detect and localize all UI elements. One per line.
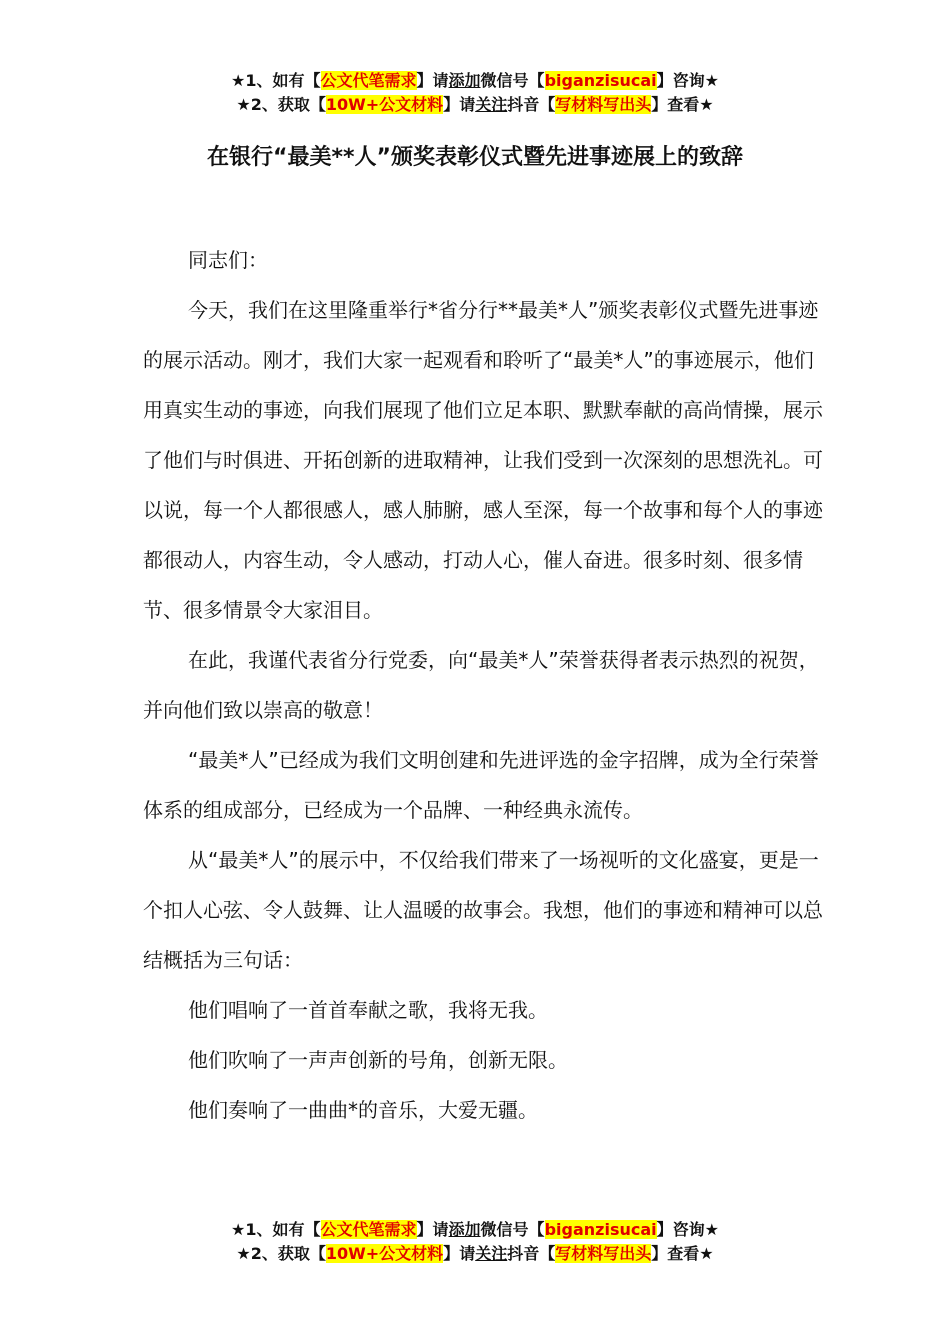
highlight-wechat-id: biganzisucai (544, 1220, 657, 1239)
banner-text: 】请 (416, 71, 449, 90)
paragraph: 今天，我们在这里隆重举行*省分行**最美*人”颁奖表彰仪式暨先进事迹的展示活动。刚才，我们大家一起观看和聆听了“最美*人”的事迹展示，他们用真实生动的事迹，向我们展现了他们立足本职、默默奉献的高尚情操，展示了他们与时俱进、开拓创新的进取精神，让我们受到一次深刻的思想洗礼。可以说，每一个人都很感人，感人肺腑，感人至深，每一个故事和每个人的事迹都很动人，内容生动，令人感动，打动人心，催人奋进。很多时刻、很多情节、很多情景令大家泪目。 (143, 298, 823, 622)
underlined-follow: 关注 (475, 1244, 508, 1263)
highlight-service: 公文代笔需求 (320, 71, 417, 90)
banner-text: 】查看★ (651, 1244, 714, 1263)
paragraph: 在此，我谨代表省分行党委，向“最美*人”荣誉获得者表示热烈的祝贺，并向他们致以崇高的敬意！ (143, 648, 819, 722)
paragraph: 他们唱响了一首首奉献之歌，我将无我。 (188, 998, 548, 1022)
banner-text: 微信号【 (480, 71, 545, 90)
paragraph: 从“最美*人”的展示中，不仅给我们带来了一场视听的文化盛宴，更是一个扣人心弦、令人鼓舞、让人温暖的故事会。我想，他们的事迹和精神可以总结概括为三句话： (143, 848, 823, 972)
underlined-add: 添加 (448, 71, 481, 90)
banner-text: 微信号【 (480, 1220, 545, 1239)
salutation: 同志们： (188, 248, 268, 272)
paragraph: 他们奏响了一曲曲*的音乐，大爱无疆。 (188, 1098, 538, 1122)
banner-text: 】咨询★ (656, 1220, 719, 1239)
banner-line-2 (0, 93, 950, 117)
document-title: 在银行“最美**人”颁奖表彰仪式暨先进事迹展上的致辞 (207, 145, 743, 170)
banner-text: 】请 (443, 1244, 476, 1263)
underlined-add: 添加 (448, 1220, 481, 1239)
banner-line-2 (0, 1242, 950, 1266)
banner-text: ★2、获取【 (236, 95, 326, 114)
banner-text: ★1、如有【 (231, 1220, 321, 1239)
paragraph: “最美*人”已经成为我们文明创建和先进评选的金字招牌，成为全行荣誉体系的组成部分，已经成为一个品牌、一种经典永流传。 (143, 748, 819, 822)
document-body (143, 235, 833, 1135)
highlight-materials: 10W+公文材料 (325, 95, 444, 114)
banner-text: ★1、如有【 (231, 71, 321, 90)
highlight-douyin: 写材料写出头 (555, 1244, 652, 1263)
banner-text: 】请 (443, 95, 476, 114)
highlight-materials: 10W+公文材料 (325, 1244, 444, 1263)
banner-text: ★2、获取【 (236, 1244, 326, 1263)
highlight-douyin: 写材料写出头 (555, 95, 652, 114)
footer-banner (0, 1218, 950, 1266)
banner-line-1 (0, 1218, 950, 1242)
banner-line-1 (0, 69, 950, 93)
banner-text: 】咨询★ (656, 71, 719, 90)
banner-text: 抖音【 (507, 1244, 556, 1263)
banner-text: 抖音【 (507, 95, 556, 114)
paragraph: 他们吹响了一声声创新的号角，创新无限。 (188, 1048, 568, 1072)
banner-text: 】查看★ (651, 95, 714, 114)
highlight-service: 公文代笔需求 (320, 1220, 417, 1239)
banner-text: 】请 (416, 1220, 449, 1239)
header-banner (0, 69, 950, 117)
highlight-wechat-id: biganzisucai (544, 71, 657, 90)
underlined-follow: 关注 (475, 95, 508, 114)
